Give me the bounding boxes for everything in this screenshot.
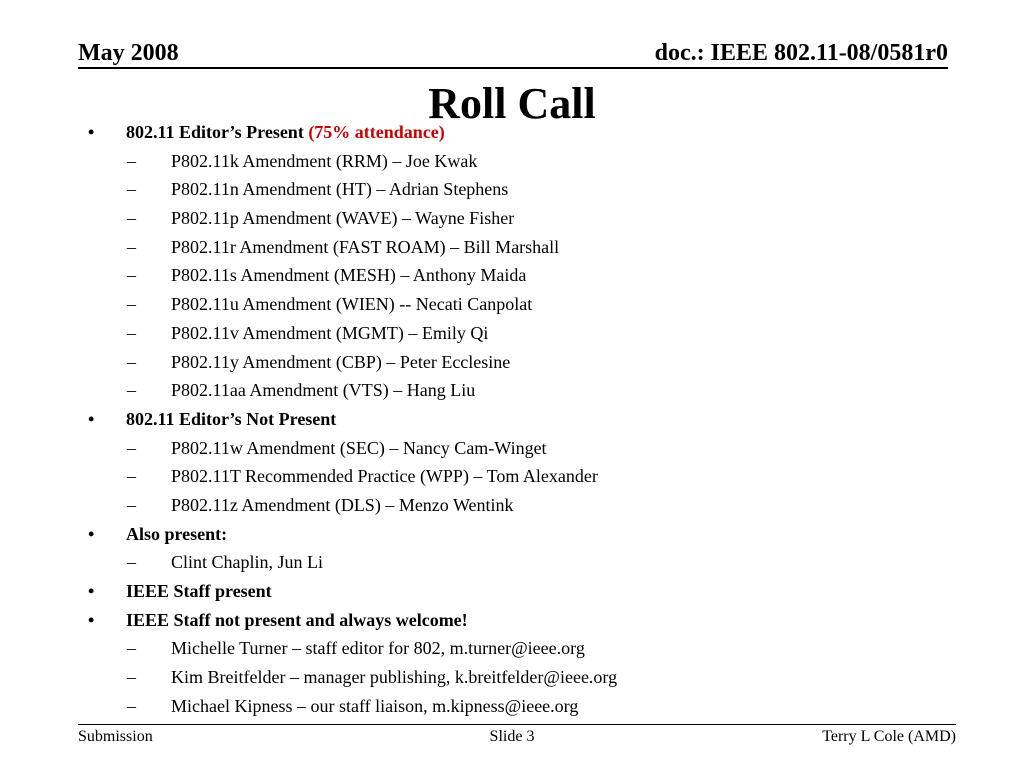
sub-item	[0, 348, 1024, 377]
bullet-label: IEEE Staff not present and always welcome!	[126, 609, 468, 630]
bullet-label: IEEE Staff present	[126, 581, 272, 601]
sub-item-text: P802.11T Recommended Practice (WPP) – Tom Alexander	[171, 466, 598, 487]
dash-icon: –	[127, 294, 136, 315]
dash-icon: –	[127, 150, 136, 171]
bullet-icon: •	[88, 523, 95, 544]
sub-item	[0, 204, 1024, 233]
slide-body	[0, 118, 1024, 720]
sub-item	[0, 261, 1024, 290]
footer-author: Terry L Cole (AMD)	[822, 728, 956, 745]
dash-icon: –	[127, 380, 136, 401]
dash-icon: –	[127, 638, 136, 659]
bullet-item	[0, 405, 1024, 434]
sub-item-text: P802.11p Amendment (WAVE) – Wayne Fisher	[171, 208, 515, 229]
dash-icon: –	[127, 695, 136, 716]
sub-item-text: P802.11r Amendment (FAST ROAM) – Bill Marshall	[171, 236, 560, 257]
bullet-label: Also present:	[126, 523, 228, 544]
bullet-text	[126, 520, 227, 549]
bullet-label: 802.11 Editor’s Present	[126, 122, 304, 142]
dash-icon: –	[127, 351, 136, 372]
bullet-icon: •	[88, 581, 95, 601]
sub-item	[0, 663, 1024, 692]
sub-item	[0, 175, 1024, 204]
attendance-note: (75% attendance)	[308, 122, 445, 142]
dash-icon: –	[127, 236, 136, 257]
dash-icon: –	[127, 265, 136, 286]
bullet-item	[0, 606, 1024, 635]
sub-item-text: P802.11aa Amendment (VTS) – Hang Liu	[171, 380, 476, 401]
sub-item-text: P802.11n Amendment (HT) – Adrian Stephens	[171, 179, 509, 200]
sub-item-text: P802.11w Amendment (SEC) – Nancy Cam-Winget	[171, 437, 547, 458]
sub-item-text: Michael Kipness – our staff liaison, m.kipness@ieee.org	[171, 695, 579, 716]
sub-item-text: P802.11k Amendment (RRM) – Joe Kwak	[171, 150, 478, 171]
header-doc-id: doc.: IEEE 802.11-08/0581r0	[654, 40, 948, 66]
footer-slide-number: Slide 3	[489, 728, 535, 745]
sub-item	[0, 462, 1024, 491]
dash-icon: –	[127, 322, 136, 343]
dash-icon: –	[127, 552, 136, 573]
sub-item	[0, 548, 1024, 577]
bullet-label: 802.11 Editor’s Not Present	[126, 408, 337, 429]
dash-icon: –	[127, 437, 136, 458]
sub-item-text: Kim Breitfelder – manager publishing, k.breitfelder@ieee.org	[171, 667, 618, 688]
sub-item-text: P802.11y Amendment (CBP) – Peter Ecclesine	[171, 351, 511, 372]
bullet-text	[126, 577, 272, 606]
sub-item-text: Michelle Turner – staff editor for 802, m.turner@ieee.org	[171, 638, 585, 659]
sub-item	[0, 491, 1024, 520]
bullet-item	[0, 520, 1024, 549]
sub-item	[0, 147, 1024, 176]
bullet-icon: •	[88, 609, 95, 630]
header-date: May 2008	[78, 40, 179, 66]
bullet-item	[0, 118, 1024, 147]
sub-item-text: P802.11u Amendment (WIEN) -- Necati Canpolat	[171, 294, 533, 315]
sub-item	[0, 376, 1024, 405]
sub-item	[0, 434, 1024, 463]
sub-item-text: Clint Chaplin, Jun Li	[171, 552, 324, 573]
bullet-text	[126, 405, 336, 434]
bullet-text	[126, 118, 445, 147]
dash-icon: –	[127, 494, 136, 515]
header-divider	[78, 67, 948, 69]
sub-item	[0, 233, 1024, 262]
bullet-icon: •	[88, 122, 95, 142]
sub-item	[0, 692, 1024, 721]
bullet-icon: •	[88, 408, 95, 429]
bullet-text	[126, 606, 468, 635]
sub-item	[0, 634, 1024, 663]
sub-item-text: P802.11v Amendment (MGMT) – Emily Qi	[171, 322, 489, 343]
sub-item	[0, 319, 1024, 348]
dash-icon: –	[127, 466, 136, 487]
dash-icon: –	[127, 667, 136, 688]
sub-item	[0, 290, 1024, 319]
dash-icon: –	[127, 179, 136, 200]
dash-icon: –	[127, 208, 136, 229]
footer-divider	[78, 724, 956, 725]
bullet-item	[0, 577, 1024, 606]
sub-item-text: P802.11s Amendment (MESH) – Anthony Maida	[171, 265, 527, 286]
footer-submission: Submission	[78, 728, 153, 745]
slide-title: Roll Call	[428, 79, 596, 128]
sub-item-text: P802.11z Amendment (DLS) – Menzo Wentink	[171, 494, 514, 515]
